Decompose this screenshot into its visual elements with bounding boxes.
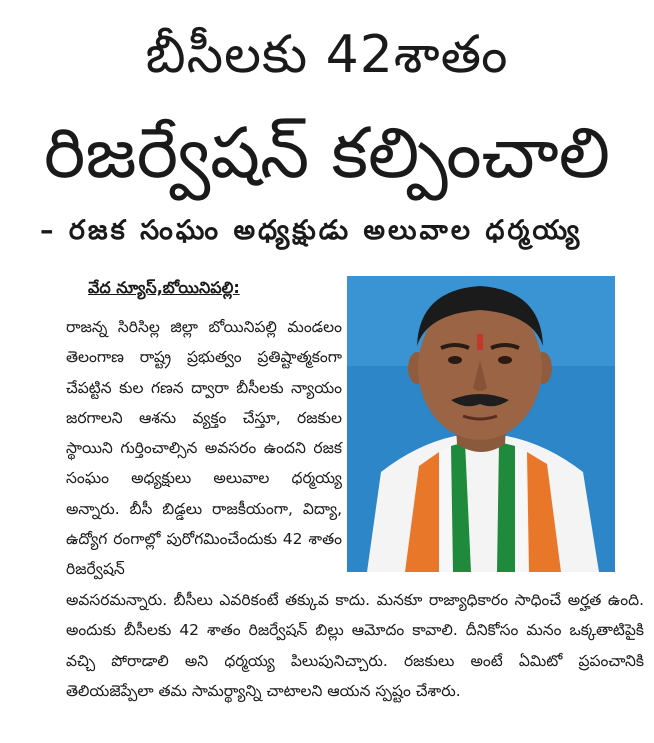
- article-body-column: రాజన్న సిరిసిల్ల జిల్లా బోయినిపల్లి మండలం తెలంగాణ రాష్ట్ర ప్రభుత్వం ప్రతిష్టాత్మకంగా చేపట్టిన కుల గణన ద్వారా బీసీలకు న్యాయం జరగాలని ఆశను వ్యక్తం చేస్తూ, రజకుల స్థాయిని గుర్తించాల్సిన అవసరం ఉందని రజక సంఘం అధ్యక్షులు అలువాల ధర్మయ్య అన్నారు. బీసీ బిడ్డలు రాజకీయంగా, విద్యా, ఉద్యోగ రంగాల్లో పురోగమించేందుకు 42 శాతం రిజర్వేషన్: [66, 318, 342, 579]
- portrait-photo-icon: [347, 276, 615, 572]
- headline-line-1: బీసీలకు 42శాతం: [145, 25, 509, 85]
- dateline: వేద న్యూస్,బోయినిపల్లి:: [88, 278, 240, 297]
- article-body-full-width: అవసరమన్నారు. బీసీలు ఎవరికంటే తక్కువ కాదు. మనకూ రాజ్యాధికారం సాధించే అర్హత ఉంది. అందుకు బీసీలకు 42 శాతం రిజర్వేషన్ బిల్లు ఆమోదం కావాలి. దీనికోసం మనం ఒక్కతాటిపైకి వచ్చి పోరాడాలి అని ధర్మయ్య పిలుపునిచ్చారు. రజకులు అంటే ఏమిటో ప్రపంచానికి తెలియజెప్పేలా తమ సామర్థ్యాన్ని చాటాలని ఆయన స్పష్టం చేశారు.: [66, 591, 644, 700]
- headline-line-2: రిజర్వేషన్ కల్పించాలి: [43, 112, 611, 194]
- subheadline: – రజక సంఘం అధ్యక్షుడు అలువాల ధర్మయ్య: [40, 215, 583, 246]
